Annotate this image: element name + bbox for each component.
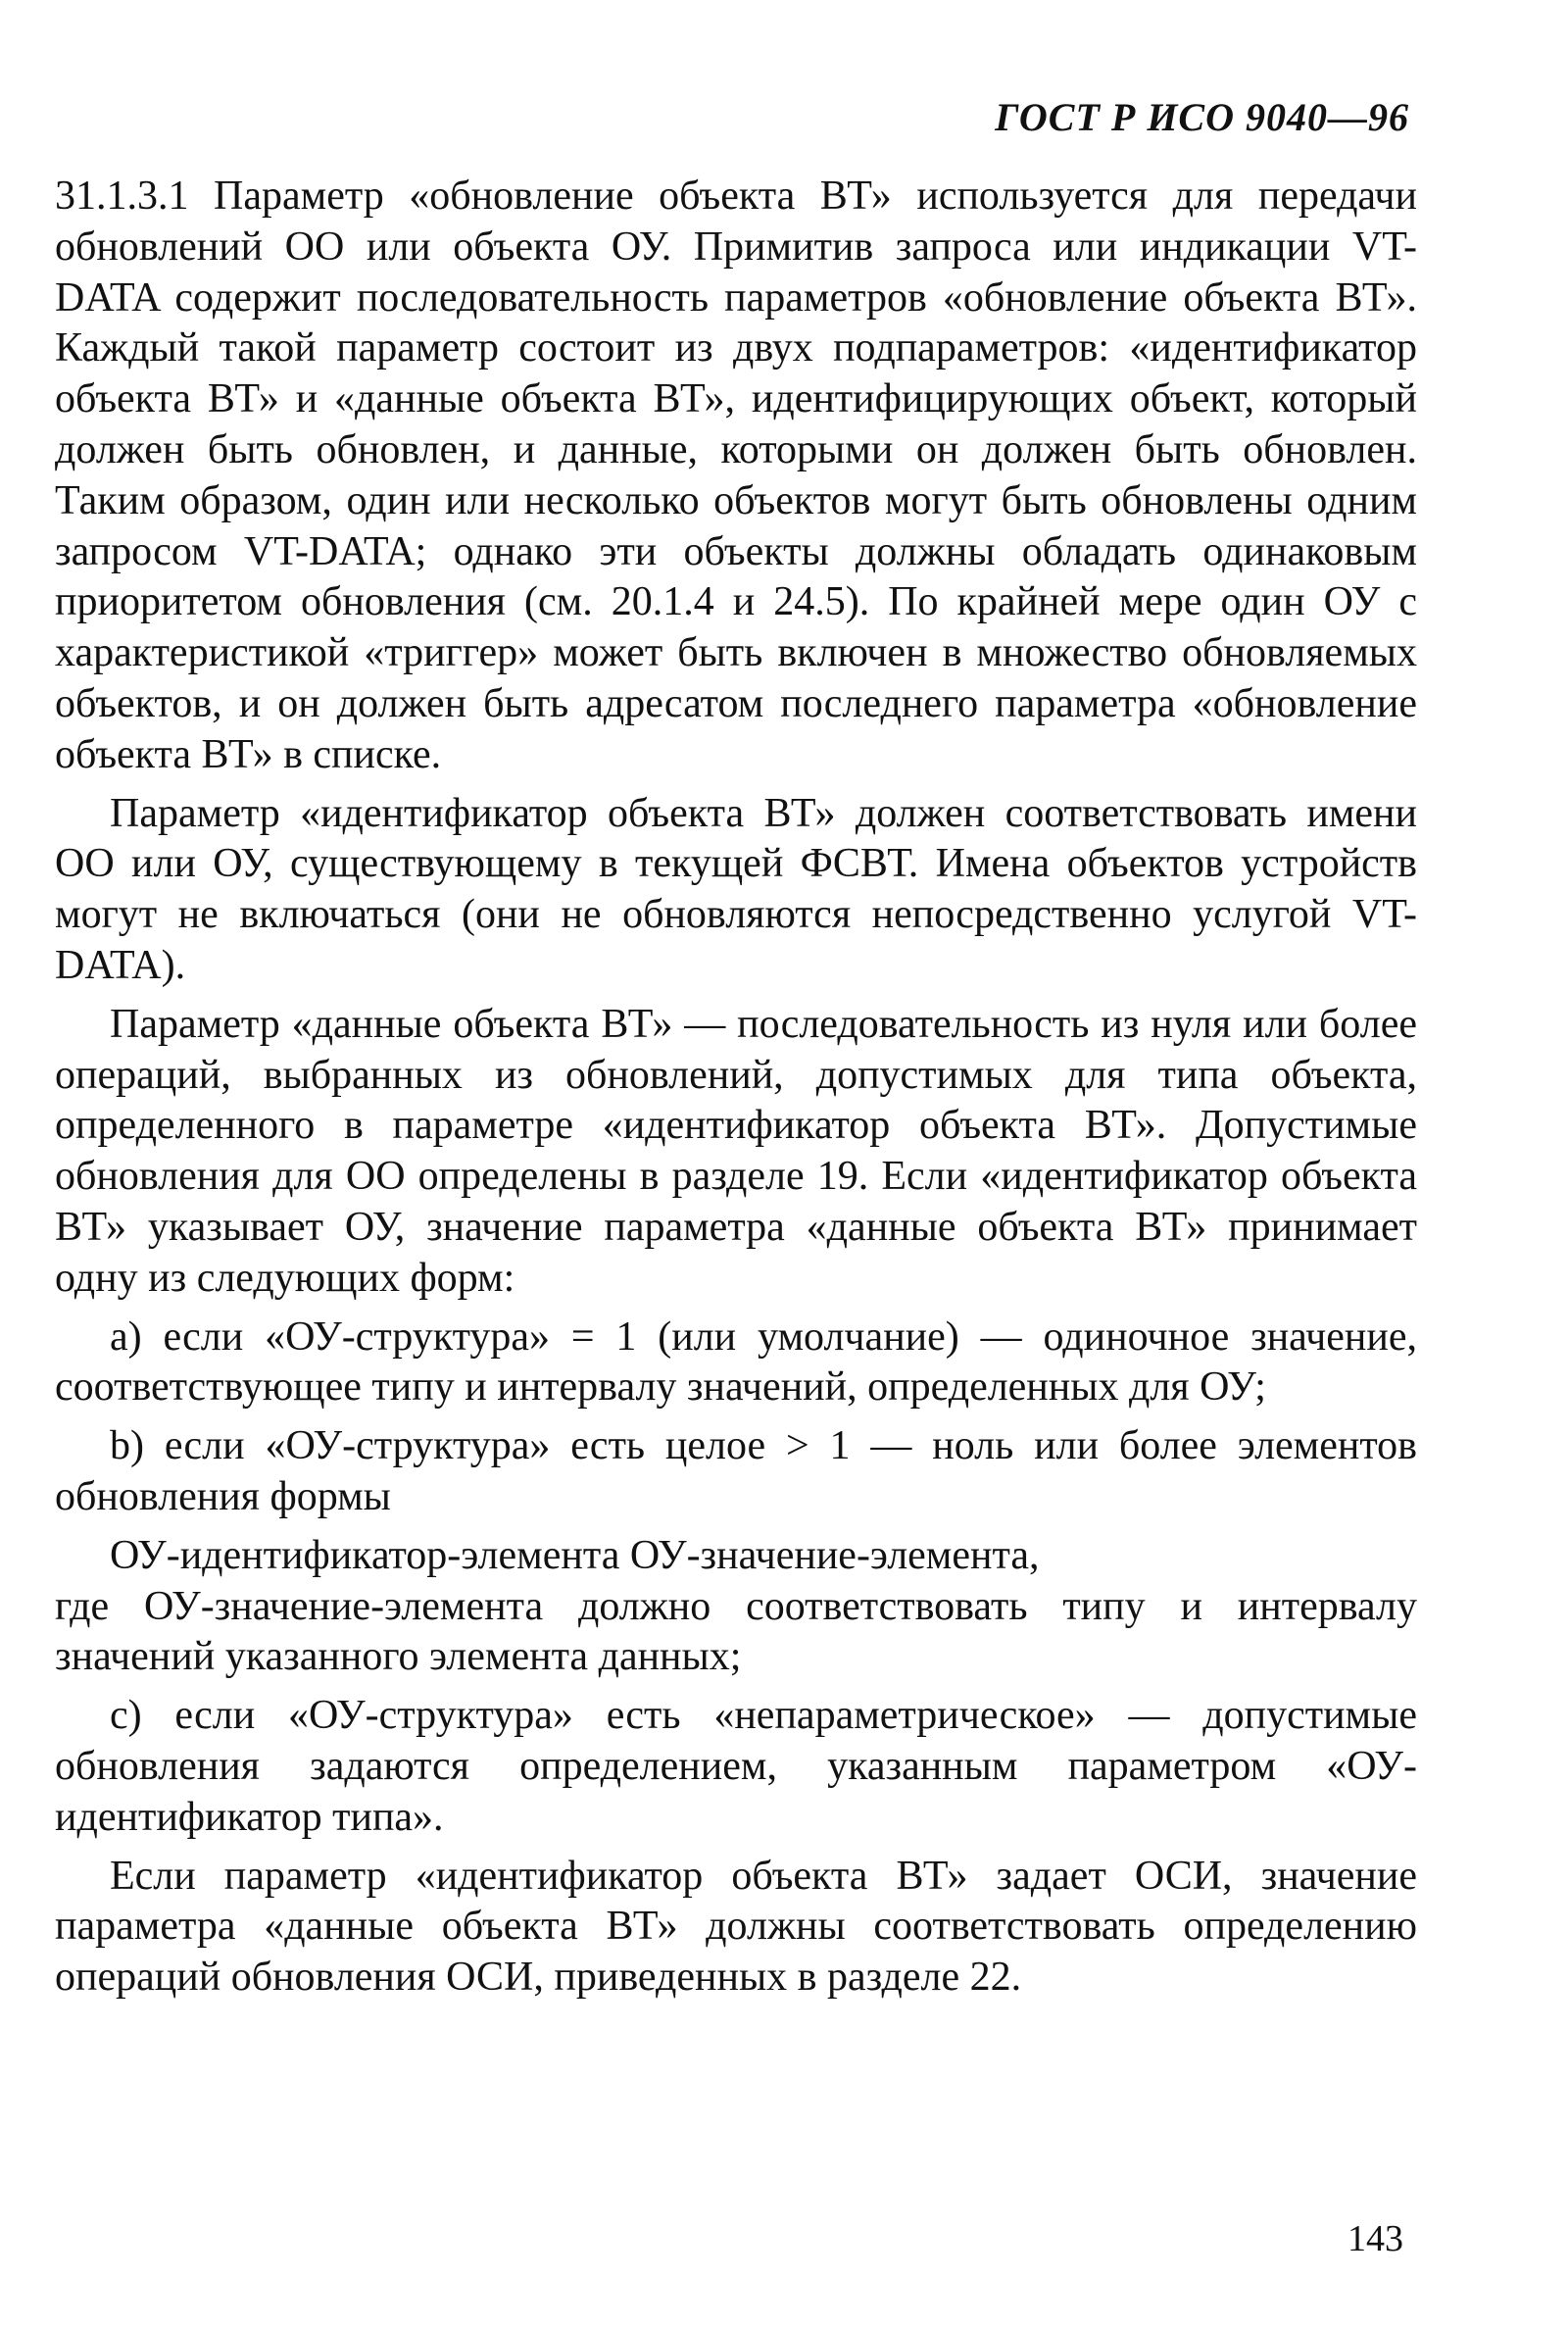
paragraph-identifier: Параметр «идентификатор объекта ВТ» должен соответствовать имени ОО или ОУ, существующему в текущей ФСВТ. Имена объектов устройств могут не включаться (они не обновляются непосредственно услугой VT-DATA). — [55, 790, 1417, 988]
page-header: ГОСТ Р ИСО 9040—96 — [995, 95, 1409, 139]
list-item-a: а) если «ОУ-структура» = 1 (или умолчание) — одиночное значение, соответствующее типу и интервалу значений, определенных для ОУ; — [55, 1313, 1417, 1411]
formula-line: ОУ-идентификатор-элемента ОУ-значение-элемента, — [110, 1532, 1040, 1578]
list-item-b: b) если «ОУ-структура» есть целое > 1 — ноль или более элементов обновления формы — [55, 1423, 1417, 1519]
document-body — [55, 172, 1417, 2011]
list-item-c: с) если «ОУ-структура» есть «непараметрическое» — допустимые обновления задаются определением, указанным параметром «ОУ-идентификатор типа». — [55, 1693, 1417, 1840]
list-item-b-continuation: где ОУ-значение-элемента должно соответствовать типу и интервалу значений указанного элемента данных; — [55, 1583, 1417, 1680]
paragraph-data: Параметр «данные объекта ВТ» — последовательность из нуля или более операций, выбранных из обновлений, допустимых для типа объекта, определенного в параметре «идентификатор объекта ВТ». Допустимые обновления для ОО определены в разделе 19. Если «идентификатор объекта ВТ» указывает ОУ, значение параметра «данные объекта ВТ» принимает одну из следующих форм: — [55, 1001, 1417, 1301]
paragraph-osi: Если параметр «идентификатор объекта ВТ» задает ОСИ, значение параметра «данные объекта ВТ» должны соответствовать определению операций обновления ОСИ, приведенных в разделе 22. — [55, 1853, 1417, 2001]
page-number: 143 — [1348, 2218, 1403, 2259]
paragraph-31-1-3-1: 31.1.3.1 Параметр «обновление объекта ВТ» используется для передачи обновлений ОО или объекта ОУ. Примитив запроса или индикации VT-DATA содержит последовательность параметров «обновление объекта ВТ». Каждый такой параметр состоит из двух подпараметров: «идентификатор объекта ВТ» и «данные объекта ВТ», идентифицирующих объект, который должен быть обновлен, и данные, которыми он должен быть обновлен. Таким образом, один или несколько объектов могут быть обновлены одним запросом VT-DATA; однако эти объекты должны обладать одинаковым приоритетом обновления (см. 20.1.4 и 24.5). По крайней мере один ОУ с характеристикой «триггер» может быть включен в множество обновляемых объектов, и он должен быть адресатом последнего параметра «обновление объекта ВТ» в списке. — [55, 173, 1417, 777]
